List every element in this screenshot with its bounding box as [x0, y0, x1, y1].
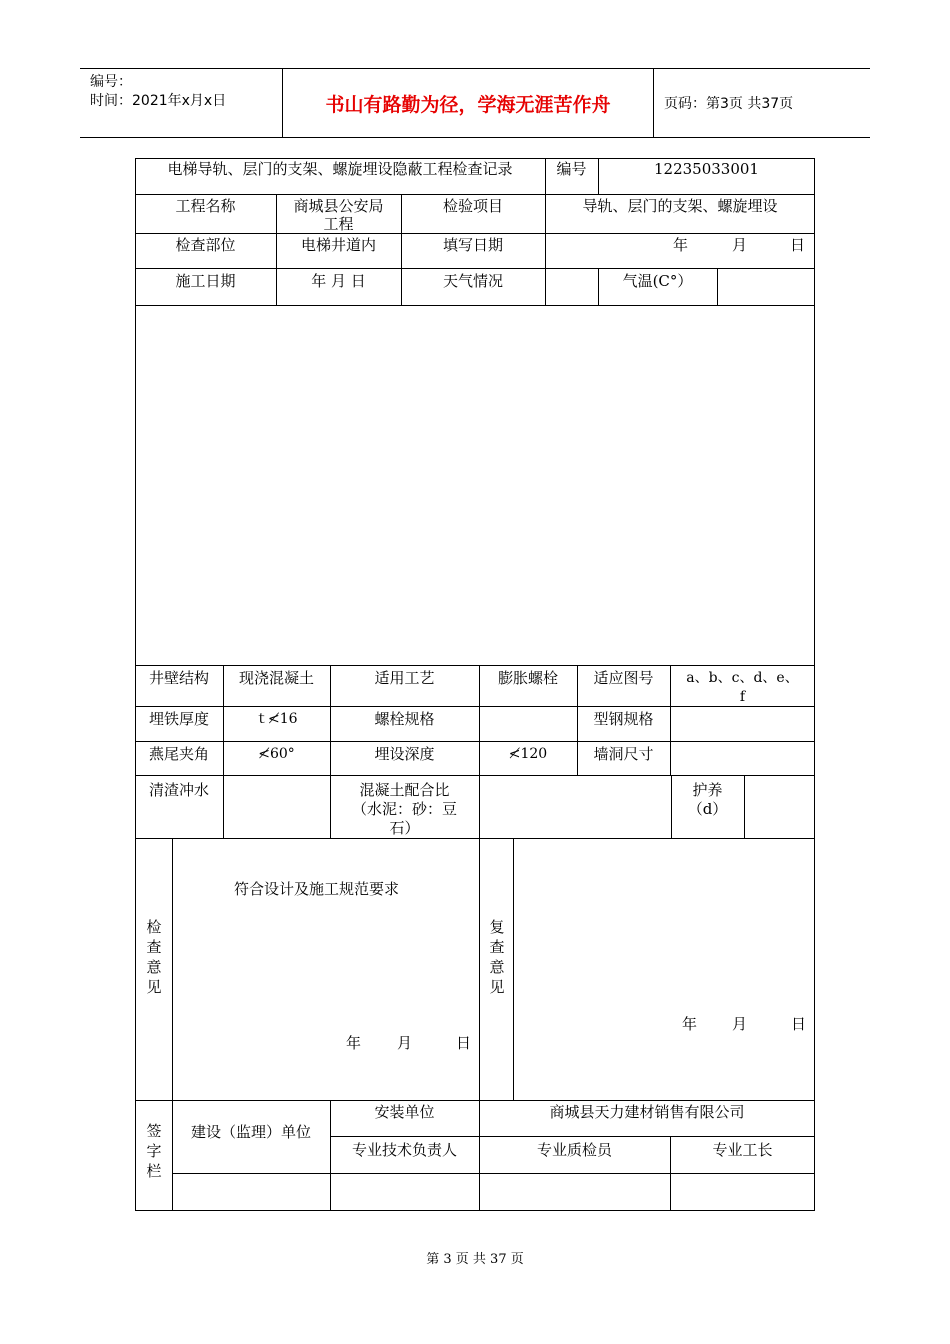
location-label: 检查部位: [175, 236, 236, 254]
page-footer: 第 3 页 共 37 页: [426, 1252, 524, 1267]
build-date-value: 年 月 日: [311, 272, 366, 290]
steel-label: 型钢规格: [593, 710, 654, 728]
project-name-label: 工程名称: [175, 197, 236, 215]
check-text: 符合设计及施工规范要求: [234, 880, 400, 898]
cure-line1: 护养: [692, 781, 723, 799]
recheck-day: 日: [791, 1015, 807, 1033]
recheck-month: 月: [732, 1015, 748, 1033]
mix-line1: 混凝土配合比: [359, 781, 450, 799]
depth-label: 埋设深度: [374, 745, 435, 763]
fill-day: 日: [790, 236, 806, 254]
mix-line3: 石）: [389, 819, 420, 837]
cure-line2: （d）: [687, 800, 728, 818]
header-meta: [80, 69, 282, 137]
project-name-line1: 商城县公安局: [293, 197, 384, 215]
process-value: 膨胀螺栓: [497, 669, 558, 687]
number-value: 12235033001: [654, 160, 759, 178]
weather-label: 天气情况: [442, 272, 503, 290]
supervisor-label: 建设（监理）单位: [190, 1123, 311, 1141]
check-month: 月: [397, 1034, 413, 1052]
iron-prefix: ｔ: [255, 711, 269, 727]
serial-label: 编号：: [90, 74, 132, 90]
build-date-label: 施工日期: [175, 272, 236, 290]
fill-year: 年: [673, 236, 689, 254]
location-value: 电梯井道内: [300, 236, 376, 254]
wall-value: 现浇混凝土: [238, 669, 314, 687]
installer-label: 安装单位: [374, 1103, 435, 1121]
process-label: 适用工艺: [374, 669, 435, 687]
check-day: 日: [456, 1034, 472, 1052]
fill-month: 月: [732, 236, 748, 254]
project-name-line2: 工程: [323, 215, 354, 233]
recheck-year: 年: [682, 1015, 698, 1033]
temp-label: 气温(C°）: [622, 272, 693, 290]
wall-label: 井壁结构: [148, 669, 209, 687]
page-header: [80, 68, 870, 138]
angle-label: 燕尾夹角: [148, 745, 209, 763]
tech-label: 专业技术负责人: [351, 1141, 457, 1159]
number-label: 编号: [556, 160, 587, 178]
header-motto: 书山有路勤为径，学海无涯苦作舟: [282, 69, 654, 137]
inspect-item-value: 导轨、层门的支架、螺旋埋设: [582, 197, 778, 215]
check-year: 年: [346, 1034, 362, 1052]
header-page-label: 页码：第3页 共37页: [664, 96, 794, 112]
check-label: 检查意见: [146, 918, 162, 996]
figure-line2: f: [739, 689, 746, 705]
iron-value: ≮16: [268, 711, 298, 727]
installer-value: 商城县天力建材销售有限公司: [549, 1103, 745, 1121]
iron-label: 埋铁厚度: [148, 710, 209, 728]
hole-label: 墙洞尺寸: [593, 745, 654, 763]
mix-line2: （水泥：砂：豆: [351, 800, 457, 818]
fill-date-label: 填写日期: [442, 236, 503, 254]
qc-label: 专业质检员: [536, 1141, 612, 1159]
form-title: 电梯导轨、层门的支架、螺旋埋设隐蔽工程检查记录: [167, 160, 513, 178]
foreman-label: 专业工长: [712, 1141, 773, 1159]
sign-label: 签字栏: [146, 1122, 162, 1180]
recheck-label: 复查意见: [489, 918, 505, 996]
clean-label: 清渣冲水: [148, 781, 209, 799]
figure-label: 适应图号: [593, 669, 654, 687]
inspect-item-label: 检验项目: [442, 197, 503, 215]
angle-value: ≮60°: [258, 746, 295, 762]
figure-line1: a、b、c、d、e、: [686, 670, 799, 686]
time-label: 时间：2021年x月x日: [90, 93, 227, 109]
depth-value: ≮120: [508, 746, 548, 762]
bolt-label: 螺栓规格: [374, 710, 435, 728]
